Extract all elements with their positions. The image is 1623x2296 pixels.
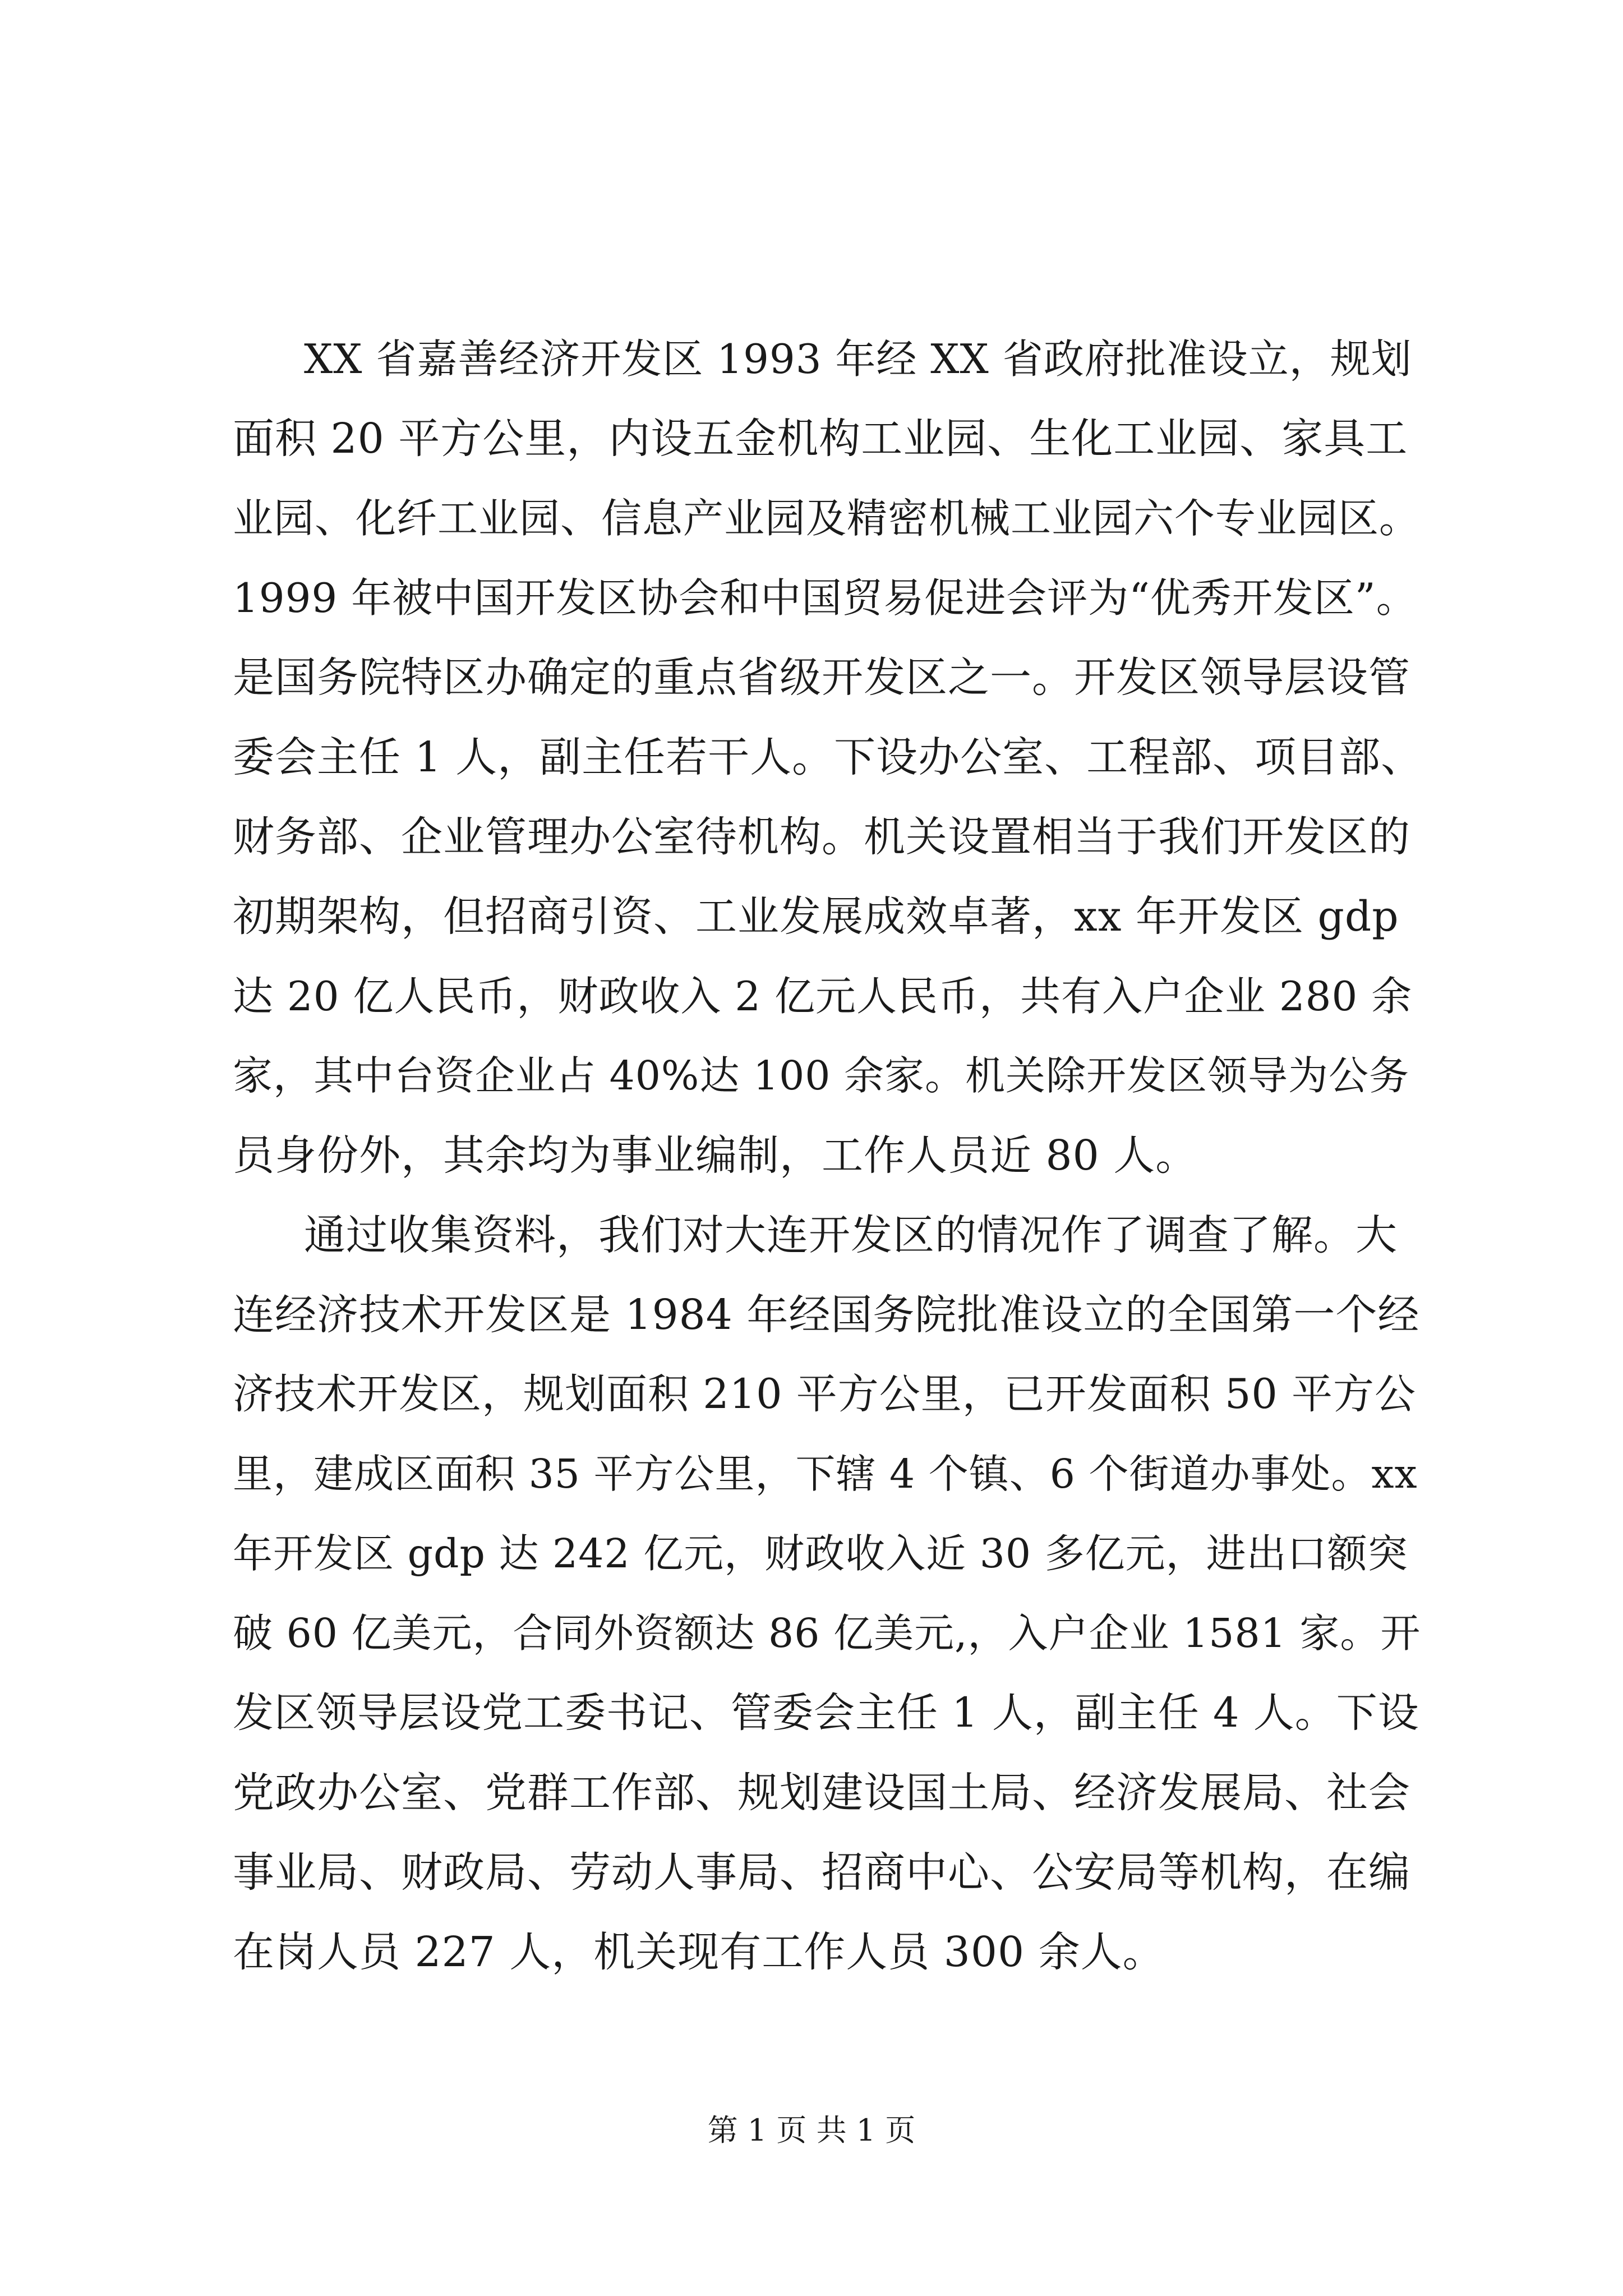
paragraph-1-line-10: 家，其中台资企业占 40%达 100 余家。机关除开发区领导为公务 xyxy=(233,1052,1410,1099)
paragraph-1-line-3: 业园、化纤工业园、信息产业园及精密机械工业园六个专业园区。 xyxy=(233,495,1421,542)
paragraph-1-line-8: 初期架构，但招商引资、工业发展成效卓著，xx 年开发区 gdp xyxy=(233,892,1399,941)
paragraph-2-line-8: 党政办公室、党群工作部、规划建设国土局、经济发展局、社会 xyxy=(233,1769,1410,1817)
paragraph-2-line-6: 破 60 亿美元，合同外资额达 86 亿美元,，入户企业 1581 家。开 xyxy=(233,1610,1421,1657)
paragraph-1-line-11: 员身份外，其余均为事业编制，工作人员近 80 人。 xyxy=(233,1131,1198,1180)
page-footer: 第 1 页 共 1 页 xyxy=(707,2113,916,2148)
paragraph-2-line-3: 济技术开发区，规划面积 210 平方公里，已开发面积 50 平方公 xyxy=(233,1370,1417,1418)
paragraph-2-line-5: 年开发区 gdp 达 242 亿元，财政收入近 30 多亿元，进出口额突 xyxy=(233,1530,1408,1577)
paragraph-1-line-4: 1999 年被中国开发区协会和中国贸易促进会评为“优秀开发区”。 xyxy=(233,574,1417,622)
paragraph-1-line-5: 是国务院特区办确定的重点省级开发区之一。开发区领导层设管 xyxy=(233,654,1410,702)
paragraph-2-line-10: 在岗人员 227 人，机关现有工作人员 300 余人。 xyxy=(233,1928,1165,1976)
paragraph-1-line-9: 达 20 亿人民币，财政收入 2 亿元人民币，共有入户企业 280 余 xyxy=(233,973,1413,1020)
paragraph-1-line-6: 委会主任 1 人，副主任若干人。下设办公室、工程部、项目部、 xyxy=(233,733,1423,781)
paragraph-2-line-4: 里，建成区面积 35 平方公里，下辖 4 个镇、6 个街道办事处。xx xyxy=(233,1451,1418,1497)
paragraph-1-line-7: 财务部、企业管理办公室待机构。机关设置相当于我们开发区的 xyxy=(233,813,1410,861)
paragraph-1-line-2: 面积 20 平方公里，内设五金机构工业园、生化工业园、家具工 xyxy=(233,415,1408,463)
paragraph-2-line-2: 连经济技术开发区是 1984 年经国务院批准设立的全国第一个经 xyxy=(233,1291,1420,1339)
paragraph-2-line-1: 通过收集资料，我们对大连开发区的情况作了调查了解。大 xyxy=(304,1211,1398,1259)
paragraph-2-line-9: 事业局、财政局、劳动人事局、招商中心、公安局等机构，在编 xyxy=(233,1848,1410,1897)
paragraph-2-line-7: 发区领导层设党工委书记、管委会主任 1 人，副主任 4 人。下设 xyxy=(233,1689,1419,1737)
paragraph-1-line-1: XX 省嘉善经济开发区 1993 年经 XX 省政府批准设立，规划 xyxy=(304,335,1412,383)
